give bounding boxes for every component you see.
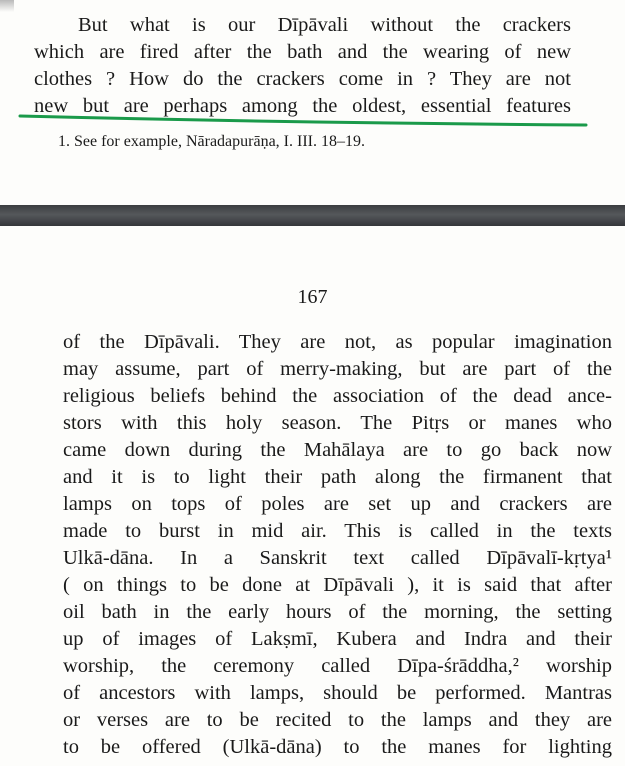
body-text-line: may assume, part of merry-making, but are part of the xyxy=(63,358,612,380)
body-text-line: stors with this holy season. The Pitṛs or manes who xyxy=(63,412,612,434)
page-number: 167 xyxy=(297,286,328,308)
top-text-line-4: new but are perhaps among the oldest, essential features xyxy=(34,95,571,117)
body-text-line: and it is to light their path along the firmanent that xyxy=(63,466,612,488)
top-page-fragment xyxy=(0,0,625,205)
body-text-line: religious beliefs behind the association of the dead ance- xyxy=(63,385,612,407)
body-text-line: oil bath in the early hours of the morning, the setting xyxy=(63,601,612,623)
body-text-line: of the Dīpāvali. They are not, as popular imagination xyxy=(63,331,612,353)
green-underline-highlight xyxy=(18,112,588,128)
body-text-line: up of images of Lakṣmī, Kubera and Indra and their xyxy=(63,628,612,650)
top-text-line-2: which are fired after the bath and the wearing of new xyxy=(34,41,571,63)
body-text-line: worship, the ceremony called Dīpa-śrāddha,² worship xyxy=(63,655,612,677)
top-text-line-3: clothes ? How do the crackers come in ? They are not xyxy=(34,68,571,90)
body-text-line: lamps on tops of poles are set up and crackers are xyxy=(63,493,612,515)
body-text-line: came down during the Mahālaya are to go back now xyxy=(63,439,612,461)
page-edge-shadow xyxy=(0,0,14,12)
body-text-line: of ancestors with lamps, should be performed. Mantras xyxy=(63,682,612,704)
page-separator-bar xyxy=(0,205,625,226)
body-text-line: ( on things to be done at Dīpāvali ), it is said that after xyxy=(63,574,612,596)
body-text-line: to be offered (Ulkā-dāna) to the manes for lighting xyxy=(63,736,612,758)
body-text-line: made to burst in mid air. This is called in the texts xyxy=(63,520,612,542)
body-text-line: Ulkā-dāna. In a Sanskrit text called Dīpāvalī-kṛtya¹ xyxy=(63,547,612,569)
footnote: 1. See for example, Nāradapurāṇa, I. III. 18–19. xyxy=(58,133,365,150)
body-text-line: or verses are to be recited to the lamps and they are xyxy=(63,709,612,731)
top-text-line-1: But what is our Dīpāvali without the crackers xyxy=(78,14,571,36)
